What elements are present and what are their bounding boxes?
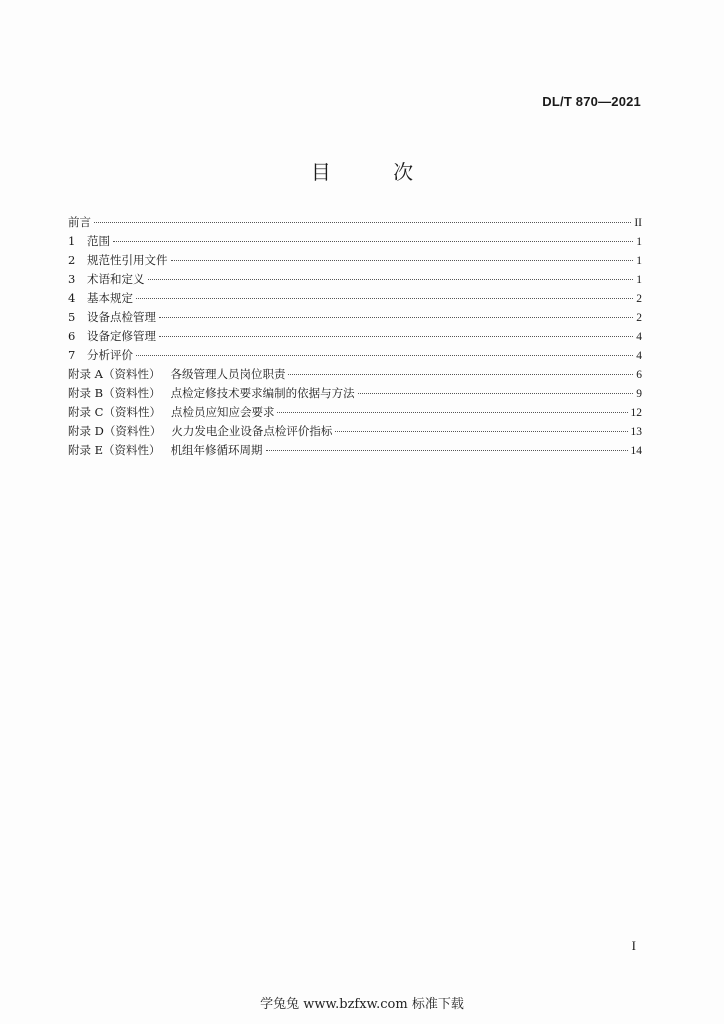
appendix-title: 火力发电企业设备点检评价指标: [171, 424, 333, 438]
toc-entry-title: 规范性引用文件: [87, 253, 168, 267]
appendix-title: 各级管理人员岗位职责: [170, 367, 286, 381]
dot-leader: [148, 279, 634, 280]
appendix-title: 点检员应知应会要求: [170, 405, 275, 419]
toc-entry[interactable]: [68, 251, 642, 270]
appendix-label: 附录 E（资料性）: [68, 443, 161, 457]
dot-leader: [358, 393, 634, 394]
toc-entry-page: 12: [630, 407, 642, 419]
toc-entry-number: 1: [68, 234, 76, 248]
toc-entry-number: 5: [68, 310, 76, 324]
toc-entry-title: 前言: [68, 215, 91, 229]
dot-leader: [136, 298, 633, 299]
toc-entry[interactable]: [68, 346, 642, 365]
toc-entry-number: 4: [68, 291, 76, 305]
toc-entry-page: 14: [630, 445, 642, 457]
toc-entry-title: 范围: [87, 234, 110, 248]
toc-entry-page: 1: [636, 255, 642, 267]
toc-entry[interactable]: [68, 327, 642, 346]
toc-entry-page: 13: [630, 426, 642, 438]
table-of-contents: [68, 213, 642, 460]
toc-entry-page: 4: [636, 331, 642, 343]
toc-appendix-entry[interactable]: [68, 441, 642, 460]
toc-entry-page: 6: [636, 369, 642, 381]
toc-entry-title: 设备点检管理: [87, 310, 156, 324]
toc-entry-number: 7: [68, 348, 76, 362]
toc-appendix-entry[interactable]: [68, 422, 642, 441]
toc-entry-number: 2: [68, 253, 76, 267]
appendix-title: 机组年修循环周期: [170, 443, 263, 457]
toc-entry-title: 设备定修管理: [87, 329, 156, 343]
appendix-title: 点检定修技术要求编制的依据与方法: [170, 386, 355, 400]
toc-entry-preface[interactable]: [68, 213, 642, 232]
dot-leader: [335, 431, 627, 432]
toc-entry-page: 2: [636, 312, 642, 324]
toc-entry-page: 1: [636, 274, 642, 286]
dot-leader: [159, 317, 633, 318]
dot-leader: [171, 260, 634, 261]
appendix-label: 附录 B（资料性）: [68, 386, 161, 400]
toc-appendix-entry[interactable]: [68, 365, 642, 384]
dot-leader: [136, 355, 633, 356]
toc-entry-page: 9: [636, 388, 642, 400]
appendix-label: 附录 D（资料性）: [68, 424, 162, 438]
page-title: 目 次: [310, 160, 442, 184]
dot-leader: [266, 450, 628, 451]
toc-entry-title: 基本规定: [87, 291, 133, 305]
standard-code: DL/T 870—2021: [542, 94, 641, 109]
watermark-text: 学兔兔 www.bzfxw.com 标准下载: [260, 997, 464, 1012]
toc-entry[interactable]: [68, 270, 642, 289]
toc-entry[interactable]: [68, 289, 642, 308]
dot-leader: [277, 412, 627, 413]
dot-leader: [113, 241, 633, 242]
toc-appendix-entry[interactable]: [68, 403, 642, 422]
toc-entry-page: 2: [636, 293, 642, 305]
toc-entry-title: 术语和定义: [87, 272, 145, 286]
dot-leader: [288, 374, 633, 375]
page-number: I: [631, 938, 636, 953]
toc-entry-page: 1: [636, 236, 642, 248]
appendix-label: 附录 A（资料性）: [68, 367, 161, 381]
toc-entry-number: 6: [68, 329, 76, 343]
dot-leader: [159, 336, 633, 337]
toc-entry[interactable]: [68, 232, 642, 251]
toc-entry-page: II: [634, 217, 642, 229]
toc-entry-title: 分析评价: [87, 348, 133, 362]
toc-entry-number: 3: [68, 272, 76, 286]
dot-leader: [94, 222, 631, 223]
toc-entry[interactable]: [68, 308, 642, 327]
toc-entry-page: 4: [636, 350, 642, 362]
appendix-label: 附录 C（资料性）: [68, 405, 161, 419]
toc-appendix-entry[interactable]: [68, 384, 642, 403]
